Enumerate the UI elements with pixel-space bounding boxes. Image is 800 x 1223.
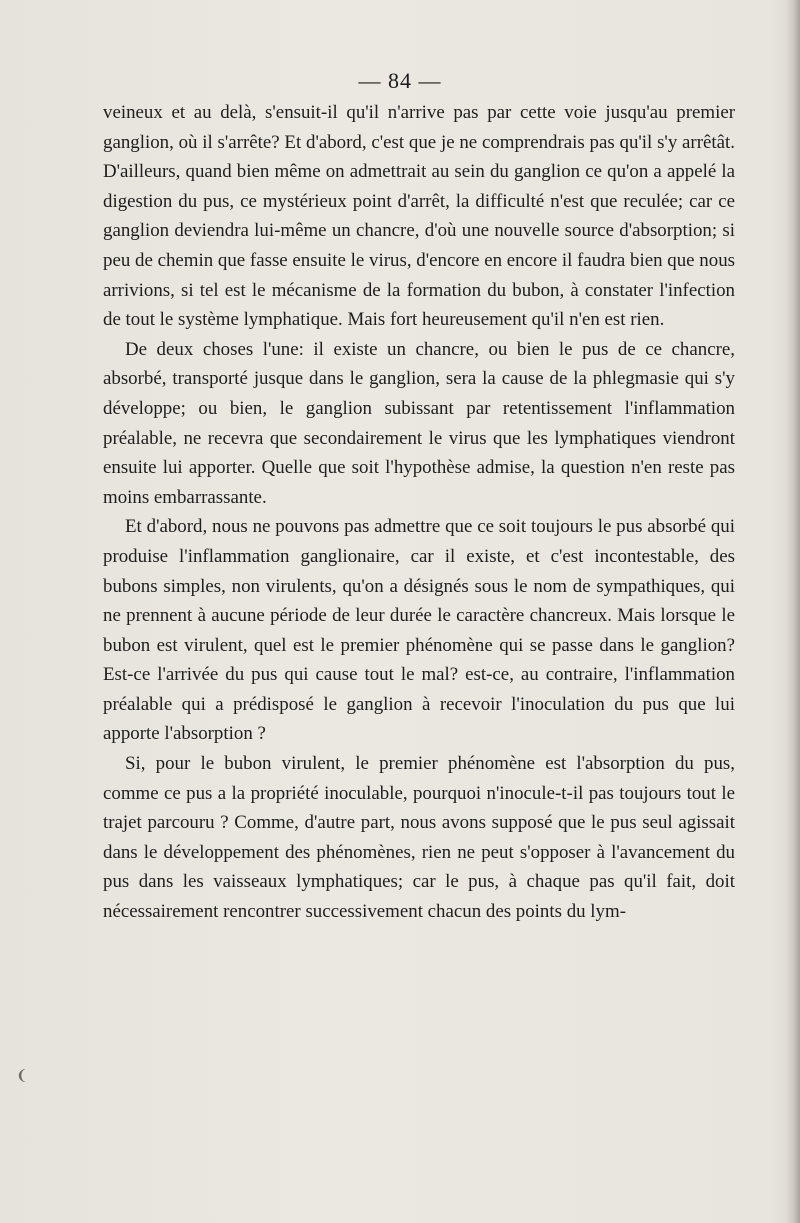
margin-mark-icon: ❨ xyxy=(16,1068,28,1084)
page-edge-shadow xyxy=(786,0,800,1223)
paragraph-3: Et d'abord, nous ne pouvons pas admettre que ce soit toujours le pus absorbé qui produise l'inflammation ganglionaire, car il existe, et c'est incontestable, des bubons simples, non virulents, qu'on a désignés sous le nom de sympathiques, qui ne prennent à aucune période de leur durée le caractère chancreux. Mais lorsque le bubon est virulent, quel est le premier phénomène qui se passe dans le ganglion? Est-ce l'arrivée du pus qui cause tout le mal? est-ce, au contraire, l'inflammation préalable qui a prédisposé le ganglion à recevoir l'inoculation du pus que lui apporte l'absorption ? xyxy=(103,516,735,745)
body-text xyxy=(103,98,735,927)
paragraph-4: Si, pour le bubon virulent, le premier phénomène est l'absorption du pus, comme ce pus a la propriété inoculable, pourquoi n'inocule-t-il pas toujours tout le trajet parcouru ? Comme, d'autre part, nous avons supposé que le pus seul agissait dans le développement des phénomènes, rien ne peut s'opposer à l'avancement du pus dans les vaisseaux lymphatiques; car le pus, à chaque pas qu'il fait, doit nécessairement rencontrer successivement chacun des points du lym- xyxy=(103,753,735,923)
paragraph-1: veineux et au delà, s'ensuit-il qu'il n'arrive pas par cette voie jusqu'au premier ganglion, où il s'arrête? Et d'abord, c'est que je ne comprendrais pas qu'il s'y arrêtât. D'ailleurs, quand bien même on admettrait au sein du ganglion ce qu'on a appelé la digestion du pus, ce mystérieux point d'arrêt, la difficulté n'est que reculée; car ce ganglion deviendra lui-même un chancre, d'où une nouvelle source d'absorption; si peu de chemin que fasse ensuite le virus, d'encore en encore il faudra bien que nous arrivions, si tel est le mécanisme de la formation du bubon, à constater l'infection de tout le système lymphatique. Mais fort heureusement qu'il n'en est rien. xyxy=(103,102,735,331)
paragraph-2: De deux choses l'une: il existe un chancre, ou bien le pus de ce chancre, absorbé, transporté jusque dans le ganglion, sera la cause de la phlegmasie qui s'y développe; ou bien, le ganglion subissant par retentissement l'inflammation préalable, ne recevra que secondairement le virus que les lymphatiques viendront ensuite lui apporter. Quelle que soit l'hypothèse admise, la question n'en reste pas moins embarrassante. xyxy=(103,338,735,508)
page-number: — 84 — xyxy=(358,68,442,93)
